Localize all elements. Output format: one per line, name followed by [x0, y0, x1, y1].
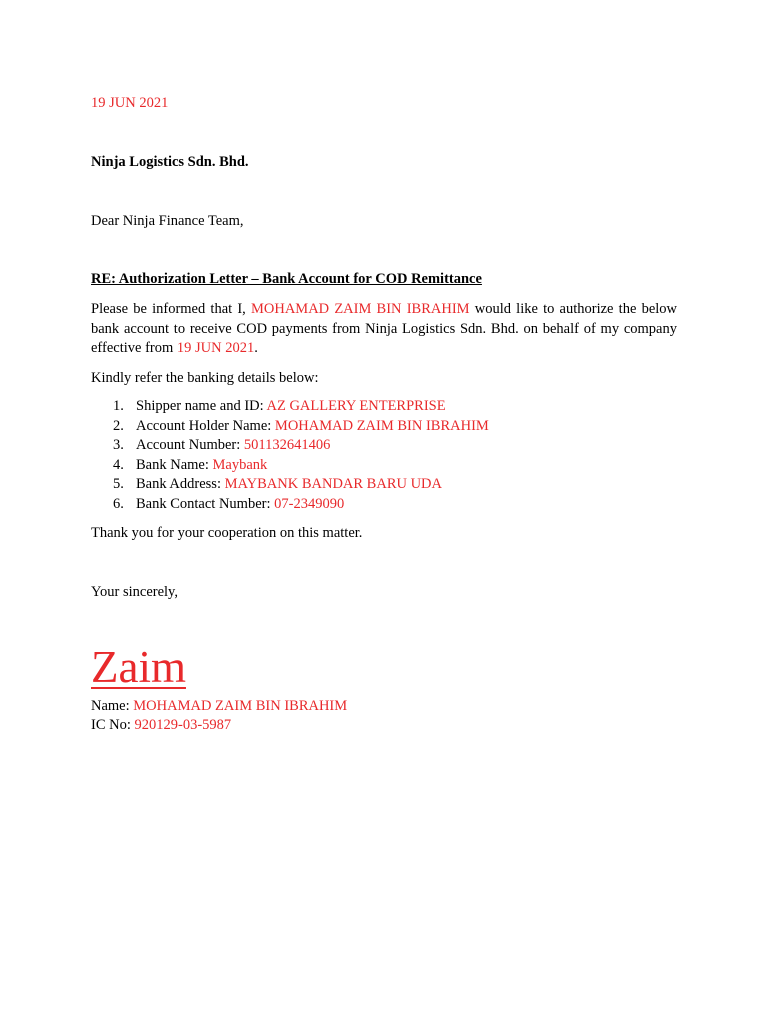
signer-name: MOHAMAD ZAIM BIN IBRAHIM [133, 698, 348, 714]
name-label: Name: [91, 698, 134, 714]
detail-value: MOHAMAD ZAIM BIN IBRAHIM [274, 417, 489, 434]
closing-line: Your sincerely, [91, 584, 178, 600]
detail-label: Account Holder Name: [136, 417, 275, 434]
detail-value: 501132641406 [243, 437, 331, 453]
detail-number: 1. [113, 398, 124, 414]
detail-number: 4. [113, 456, 124, 473]
ic-number: 920129-03-5987 [134, 717, 232, 733]
detail-account-holder [91, 417, 677, 437]
details-intro: Kindly refer the banking details below: [91, 370, 319, 386]
ic-label: IC No: [91, 717, 135, 733]
detail-bank-address [91, 475, 677, 495]
banking-details-list [91, 397, 677, 514]
detail-number: 3. [113, 437, 124, 453]
thanks-line: Thank you for your cooperation on this matter. [91, 525, 363, 541]
effective-date: 19 JUN 2021 [176, 340, 255, 356]
detail-value: AZ GALLERY ENTERPRISE [266, 398, 446, 414]
detail-number: 6. [113, 495, 124, 512]
detail-value: Maybank [212, 456, 268, 473]
signature: Zaim [91, 642, 186, 692]
letter-page [91, 0, 677, 1024]
paragraph-suffix: . [254, 340, 258, 356]
ic-number-line [91, 716, 677, 736]
detail-value: 07-2349090 [274, 495, 345, 512]
detail-label: Bank Address: [136, 476, 225, 492]
signer-name-line [91, 697, 677, 717]
detail-account-number [91, 436, 677, 456]
detail-number: 5. [113, 476, 124, 492]
subject-line: RE: Authorization Letter – Bank Account for COD Remittance [91, 271, 482, 287]
greeting: Dear Ninja Finance Team, [91, 213, 244, 229]
letter-date: 19 JUN 2021 [91, 95, 169, 111]
detail-number: 2. [113, 417, 124, 434]
detail-shipper [91, 397, 677, 417]
authorizer-name: MOHAMAD ZAIM BIN IBRAHIM [251, 301, 470, 317]
detail-label: Bank Contact Number: [136, 495, 275, 512]
detail-label: Bank Name: [136, 456, 213, 473]
detail-bank-name [91, 456, 677, 476]
detail-label: Shipper name and ID: [136, 398, 267, 414]
detail-label: Account Number: [136, 437, 244, 453]
paragraph-prefix: Please be informed that I, [91, 301, 251, 317]
authorization-paragraph [91, 300, 677, 359]
paragraph-middle: would like to authorize the below bank account to receive COD payments from Ninja Logistics Sdn. Bhd. on behalf of my company effective from [91, 301, 678, 356]
recipient-company: Ninja Logistics Sdn. Bhd. [91, 154, 249, 170]
detail-bank-contact [91, 495, 677, 515]
detail-value: MAYBANK BANDAR BARU UDA [224, 476, 443, 492]
